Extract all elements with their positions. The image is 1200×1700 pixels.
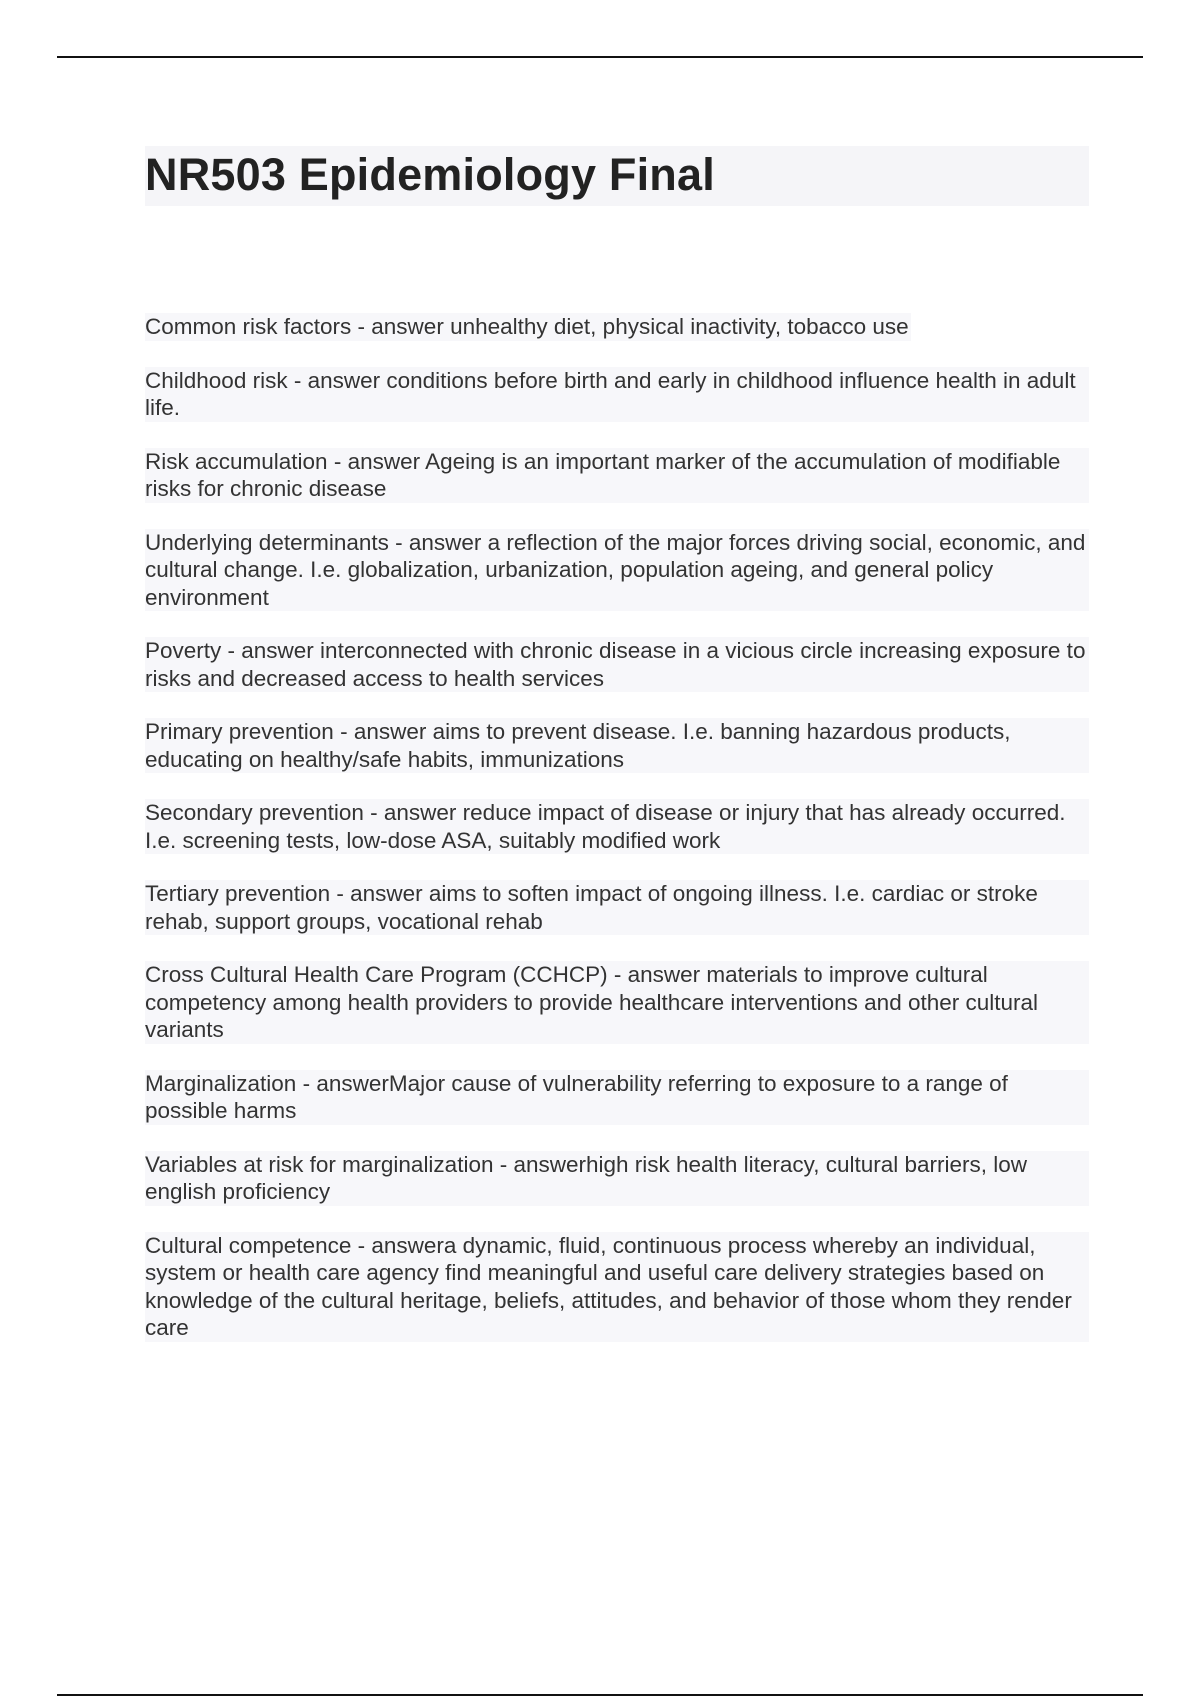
qa-entry: Poverty - answer interconnected with chronic disease in a vicious circle increasing exposure to risks and decreased access to health services xyxy=(145,637,1089,692)
qa-entry: Cultural competence - answera dynamic, fluid, continuous process whereby an individual, system or health care agency find meaningful and useful care delivery strategies based on knowledge of the cultural heritage, beliefs, attitudes, and behavior of those whom they render care xyxy=(145,1232,1089,1342)
qa-entry: Secondary prevention - answer reduce impact of disease or injury that has already occurred. I.e. screening tests, low-dose ASA, suitably modified work xyxy=(145,799,1089,854)
qa-entry: Marginalization - answerMajor cause of vulnerability referring to exposure to a range of possible harms xyxy=(145,1070,1089,1125)
qa-entry: Variables at risk for marginalization - answerhigh risk health literacy, cultural barriers, low english proficiency xyxy=(145,1151,1089,1206)
title-band xyxy=(145,146,1089,206)
qa-entry: Underlying determinants - answer a reflection of the major forces driving social, economic, and cultural change. I.e. globalization, urbanization, population ageing, and general policy environment xyxy=(145,529,1089,612)
document-title: NR503 Epidemiology Final xyxy=(145,149,715,200)
qa-entry: Primary prevention - answer aims to prevent disease. I.e. banning hazardous products, educating on healthy/safe habits, immunizations xyxy=(145,718,1089,773)
qa-entry: Risk accumulation - answer Ageing is an important marker of the accumulation of modifiable risks for chronic disease xyxy=(145,448,1089,503)
qa-entry: Cross Cultural Health Care Program (CCHCP) - answer materials to improve cultural competency among health providers to provide healthcare interventions and other cultural variants xyxy=(145,961,1089,1044)
page-bottom-rule xyxy=(57,1694,1143,1696)
document-body xyxy=(145,146,1089,1368)
qa-entry: Childhood risk - answer conditions before birth and early in childhood influence health in adult life. xyxy=(145,367,1089,422)
qa-entry: Common risk factors - answer unhealthy diet, physical inactivity, tobacco use xyxy=(145,314,909,339)
qa-list xyxy=(145,313,1089,1368)
page-top-rule xyxy=(57,56,1143,58)
qa-entry: Tertiary prevention - answer aims to soften impact of ongoing illness. I.e. cardiac or stroke rehab, support groups, vocational rehab xyxy=(145,880,1089,935)
